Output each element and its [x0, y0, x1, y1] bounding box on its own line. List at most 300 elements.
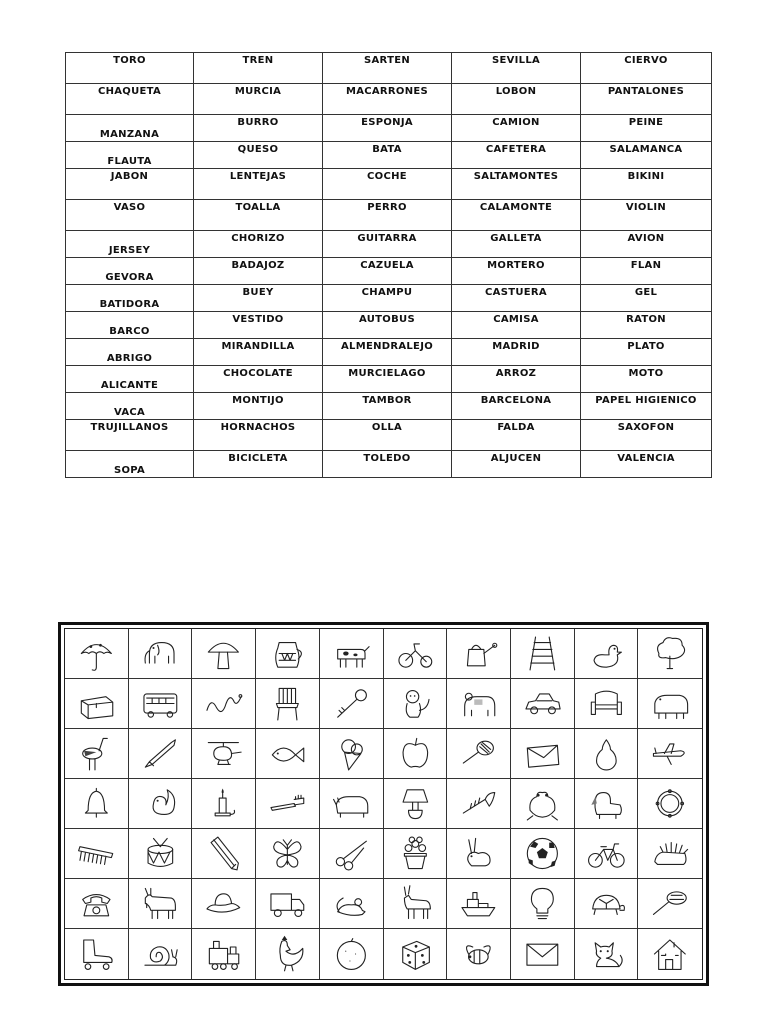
word-label: ABRIGO [106, 353, 153, 364]
word-label: GEL [634, 287, 658, 298]
umbrella-icon [69, 633, 124, 674]
picture-cell [65, 929, 129, 979]
picture-cell [320, 679, 384, 729]
frog-icon [515, 783, 570, 824]
picture-cell [447, 729, 511, 779]
picture-cell [447, 879, 511, 929]
drum-icon [133, 833, 188, 874]
picture-cell [384, 929, 448, 979]
roller-skate-icon [69, 933, 124, 975]
watering-can-icon [451, 633, 506, 674]
picture-cell [192, 679, 256, 729]
picture-cell [384, 629, 448, 679]
word-label: GALLETA [490, 233, 542, 244]
word-label: SOPA [113, 465, 146, 476]
word-cell [323, 393, 452, 420]
word-cell [194, 420, 323, 451]
donkey-icon [388, 883, 443, 924]
word-label: HORNACHOS [220, 422, 296, 433]
word-label: FLAN [630, 260, 662, 271]
word-cell [452, 115, 581, 142]
word-cell [66, 285, 194, 312]
word-cell [194, 200, 323, 231]
picture-cell [192, 829, 256, 879]
racket-icon [451, 733, 506, 774]
picture-cell [256, 729, 320, 779]
cow-icon [324, 633, 379, 674]
word-label: VACA [113, 407, 146, 418]
turtle-icon [579, 883, 634, 924]
picture-cell [65, 879, 129, 929]
airplane-icon [642, 733, 698, 774]
word-table-row [66, 169, 712, 200]
word-table [65, 52, 712, 478]
word-cell [194, 53, 323, 84]
word-label: MOTO [628, 368, 664, 379]
word-table-row [66, 115, 712, 142]
pear-icon [579, 733, 634, 774]
picture-cell [638, 729, 702, 779]
word-label: TRUJILLANOS [90, 422, 169, 433]
word-label: ARROZ [495, 368, 537, 379]
word-label: PAPEL HIGIENICO [595, 395, 697, 406]
snail-icon [133, 933, 188, 975]
scissors-icon [324, 833, 379, 874]
rhino-icon [324, 783, 379, 824]
chair-icon [260, 683, 315, 724]
tree-icon [642, 633, 698, 674]
picture-cell [638, 629, 702, 679]
picture-cell [320, 779, 384, 829]
fish-icon [260, 733, 315, 774]
picture-cell [320, 629, 384, 679]
word-cell [194, 231, 323, 258]
picture-cell [638, 829, 702, 879]
word-cell [452, 339, 581, 366]
word-label: BATA [372, 144, 402, 155]
word-label: TREN [242, 55, 274, 66]
word-cell [66, 84, 194, 115]
word-label: CAMION [492, 117, 540, 128]
picture-cell [384, 679, 448, 729]
word-label: LENTEJAS [229, 171, 287, 182]
word-label: ESPONJA [361, 117, 413, 128]
word-label: MURCIELAGO [348, 368, 426, 379]
word-label: MACARRONES [345, 86, 429, 97]
picture-cell [575, 929, 639, 979]
word-label: RATON [626, 314, 666, 325]
word-cell [66, 366, 194, 393]
candle-icon [196, 783, 251, 824]
word-label: MANZANA [99, 129, 160, 140]
word-label: CHAMPU [361, 287, 413, 298]
hat-icon [196, 883, 251, 924]
picture-cell [511, 879, 575, 929]
picture-cell [511, 829, 575, 879]
paintbrush-icon [133, 733, 188, 774]
picture-cell [384, 879, 448, 929]
word-label: CALAMONTE [479, 202, 553, 213]
word-cell [194, 115, 323, 142]
word-label: MURCIA [234, 86, 282, 97]
word-label: BUEY [242, 287, 274, 298]
word-cell [194, 366, 323, 393]
word-table-row [66, 84, 712, 115]
word-table-row [66, 258, 712, 285]
word-label: SAXOFON [617, 422, 675, 433]
cat-icon [579, 933, 634, 975]
word-table-row [66, 312, 712, 339]
word-cell [452, 169, 581, 200]
word-cell [323, 451, 452, 478]
picture-cell [511, 679, 575, 729]
word-label: TAMBOR [362, 395, 412, 406]
picture-cell [638, 779, 702, 829]
word-label: COCHE [367, 171, 407, 182]
picture-cell [256, 829, 320, 879]
word-label: BATIDORA [99, 299, 160, 310]
picture-cell [447, 929, 511, 979]
pencil-icon [196, 833, 251, 874]
jug-icon [260, 633, 315, 674]
picture-cell [384, 779, 448, 829]
word-cell [581, 285, 712, 312]
brush-icon [642, 883, 698, 924]
house-icon [642, 933, 698, 975]
ostrich-icon [69, 733, 124, 774]
picture-cell [511, 729, 575, 779]
word-label: ALJUCEN [490, 453, 542, 464]
word-cell [581, 451, 712, 478]
word-label: TORO [113, 55, 146, 66]
ball-icon [515, 833, 570, 874]
monkey-icon [388, 683, 443, 724]
picture-cell [447, 679, 511, 729]
tricycle-icon [388, 633, 443, 674]
picture-cell [129, 679, 193, 729]
bell-icon [69, 783, 124, 824]
word-cell [323, 366, 452, 393]
word-label: BIKINI [627, 171, 665, 182]
word-cell [452, 285, 581, 312]
word-cell [66, 393, 194, 420]
word-cell [194, 285, 323, 312]
chest-icon [69, 683, 124, 724]
word-cell [452, 312, 581, 339]
word-label: PERRO [367, 202, 407, 213]
word-cell [452, 393, 581, 420]
word-cell [194, 451, 323, 478]
word-label: CASTUERA [485, 287, 547, 298]
word-cell [323, 285, 452, 312]
word-cell [194, 393, 323, 420]
picture-cell [256, 679, 320, 729]
word-cell [452, 84, 581, 115]
word-cell [66, 258, 194, 285]
word-label: ALMENDRALEJO [340, 341, 434, 352]
word-cell [323, 339, 452, 366]
word-cell [581, 169, 712, 200]
picture-cell [256, 879, 320, 929]
word-cell [581, 312, 712, 339]
word-label: BURRO [237, 117, 279, 128]
picture-cell [129, 879, 193, 929]
picture-cell [575, 629, 639, 679]
bicycle-icon [579, 833, 634, 874]
word-label: SARTEN [363, 55, 410, 66]
word-cell [323, 312, 452, 339]
word-label: CAZUELA [360, 260, 414, 271]
word-cell [194, 84, 323, 115]
word-cell [194, 169, 323, 200]
squirrel-icon [133, 783, 188, 824]
picture-cell [256, 779, 320, 829]
word-label: BARCO [109, 326, 150, 337]
word-label: CHOCOLATE [223, 368, 293, 379]
word-label: PLATO [627, 341, 665, 352]
elephant-icon [133, 633, 188, 674]
word-cell [66, 200, 194, 231]
picture-cell [65, 629, 129, 679]
word-cell [194, 142, 323, 169]
picture-cell [575, 679, 639, 729]
word-label: JERSEY [108, 245, 151, 256]
word-cell [581, 393, 712, 420]
picture-cell [575, 879, 639, 929]
envelope-icon [515, 933, 570, 975]
word-cell [452, 420, 581, 451]
picture-cell [447, 629, 511, 679]
word-cell [452, 366, 581, 393]
word-cell [66, 231, 194, 258]
lamp-icon [388, 783, 443, 824]
picture-cell [129, 729, 193, 779]
word-cell [452, 258, 581, 285]
bus-icon [133, 683, 188, 724]
word-label: SEVILLA [491, 55, 541, 66]
word-label: CHORIZO [231, 233, 285, 244]
word-table-row [66, 200, 712, 231]
mouse-icon [324, 883, 379, 924]
word-cell [323, 142, 452, 169]
comb-icon [69, 833, 124, 874]
word-table-body [66, 53, 712, 478]
word-table-row [66, 285, 712, 312]
word-cell [66, 312, 194, 339]
orange-icon [324, 933, 379, 975]
picture-cell [256, 629, 320, 679]
picture-cell [192, 929, 256, 979]
picture-cell [256, 929, 320, 979]
word-label: VASO [113, 202, 146, 213]
rabbit-icon [451, 833, 506, 874]
ladder-icon [515, 633, 570, 674]
word-table-row [66, 142, 712, 169]
word-cell [452, 53, 581, 84]
word-label: ALICANTE [100, 380, 159, 391]
word-label: TOLEDO [363, 453, 411, 464]
word-table-row [66, 53, 712, 84]
picture-cell [192, 629, 256, 679]
word-label: PEINE [628, 117, 664, 128]
word-label: FALDA [497, 422, 535, 433]
picture-cell [320, 879, 384, 929]
word-cell [323, 53, 452, 84]
word-cell [66, 169, 194, 200]
picture-cell [575, 779, 639, 829]
picture-cell [192, 729, 256, 779]
picture-cell [575, 729, 639, 779]
word-label: BICICLETA [228, 453, 288, 464]
word-cell [452, 200, 581, 231]
word-table-row [66, 366, 712, 393]
word-cell [452, 451, 581, 478]
word-label: SALAMANCA [609, 144, 683, 155]
word-label: AUTOBUS [359, 314, 415, 325]
word-cell [323, 84, 452, 115]
bee-icon [451, 933, 506, 975]
word-cell [323, 115, 452, 142]
snake-icon [196, 683, 251, 724]
word-label: MIRANDILLA [221, 341, 295, 352]
picture-cell [638, 679, 702, 729]
helicopter-icon [196, 733, 251, 774]
hedgehog-icon [642, 833, 698, 874]
word-label: OLLA [371, 422, 403, 433]
word-table-row [66, 393, 712, 420]
word-cell [581, 53, 712, 84]
picture-cell [65, 679, 129, 729]
dice-icon [388, 933, 443, 975]
word-cell [194, 258, 323, 285]
word-label: PANTALONES [607, 86, 685, 97]
hippo-icon [642, 683, 698, 724]
picture-grid [58, 622, 709, 986]
word-cell [66, 142, 194, 169]
word-label: VIOLIN [625, 202, 667, 213]
picture-cell [511, 929, 575, 979]
word-label: BADAJOZ [231, 260, 285, 271]
word-cell [323, 200, 452, 231]
picture-cell [129, 829, 193, 879]
picture-cell [320, 829, 384, 879]
goat-icon [133, 883, 188, 924]
word-cell [581, 420, 712, 451]
word-label: MORTERO [487, 260, 545, 271]
envelope-letter-icon [515, 733, 570, 774]
word-label: BARCELONA [480, 395, 552, 406]
toothbrush-icon [260, 783, 315, 824]
apple-icon [388, 733, 443, 774]
word-label: CIERVO [624, 55, 668, 66]
flowerpot-icon [388, 833, 443, 874]
butterfly-icon [260, 833, 315, 874]
picture-cell [511, 779, 575, 829]
word-cell [581, 366, 712, 393]
bear-icon [451, 683, 506, 724]
word-label: VESTIDO [232, 314, 284, 325]
truck-icon [260, 883, 315, 924]
picture-cell [65, 729, 129, 779]
picture-cell [638, 879, 702, 929]
picture-cell [384, 729, 448, 779]
word-label: MADRID [492, 341, 540, 352]
tambourine-icon [642, 783, 698, 824]
rooster-icon [260, 933, 315, 975]
picture-cell [320, 929, 384, 979]
key-icon [324, 683, 379, 724]
picture-cell [129, 779, 193, 829]
picture-cell [192, 779, 256, 829]
word-cell [66, 53, 194, 84]
picture-cell [129, 929, 193, 979]
mushroom-icon [196, 633, 251, 674]
word-cell [581, 115, 712, 142]
trumpet-icon [451, 783, 506, 824]
picture-cell [511, 629, 575, 679]
picture-cell [129, 629, 193, 679]
word-label: QUESO [237, 144, 279, 155]
word-cell [194, 312, 323, 339]
word-label: TOALLA [235, 202, 281, 213]
word-label: JABON [110, 171, 149, 182]
word-label: AVION [627, 233, 665, 244]
picture-cell [575, 829, 639, 879]
train-icon [196, 933, 251, 975]
word-cell [66, 115, 194, 142]
word-table-row [66, 451, 712, 478]
word-cell [581, 258, 712, 285]
word-cell [452, 142, 581, 169]
lightbulb-icon [515, 883, 570, 924]
picture-cell [320, 729, 384, 779]
word-cell [66, 339, 194, 366]
duck-icon [579, 633, 634, 674]
word-label: SALTAMONTES [473, 171, 559, 182]
picture-cell [192, 879, 256, 929]
word-cell [581, 231, 712, 258]
picture-cell [447, 779, 511, 829]
word-label: VALENCIA [617, 453, 675, 464]
word-cell [323, 169, 452, 200]
word-label: LOBON [495, 86, 537, 97]
word-label: CHAQUETA [97, 86, 162, 97]
word-table-row [66, 231, 712, 258]
picture-cell [65, 779, 129, 829]
picture-cell [447, 829, 511, 879]
word-cell [323, 420, 452, 451]
word-label: MONTIJO [232, 395, 284, 406]
dog-icon [579, 783, 634, 824]
word-label: FLAUTA [107, 156, 152, 167]
picture-grid-inner [64, 628, 703, 980]
word-cell [323, 231, 452, 258]
word-cell [452, 231, 581, 258]
word-label: CAFETERA [485, 144, 547, 155]
word-table-row [66, 339, 712, 366]
word-cell [581, 84, 712, 115]
ice-cream-icon [324, 733, 379, 774]
boat-icon [451, 883, 506, 924]
car-icon [515, 683, 570, 724]
word-cell [581, 200, 712, 231]
picture-cell [65, 829, 129, 879]
word-label: GEVORA [105, 272, 154, 283]
telephone-icon [69, 883, 124, 924]
picture-cell [638, 929, 702, 979]
word-cell [66, 420, 194, 451]
word-table-row [66, 420, 712, 451]
